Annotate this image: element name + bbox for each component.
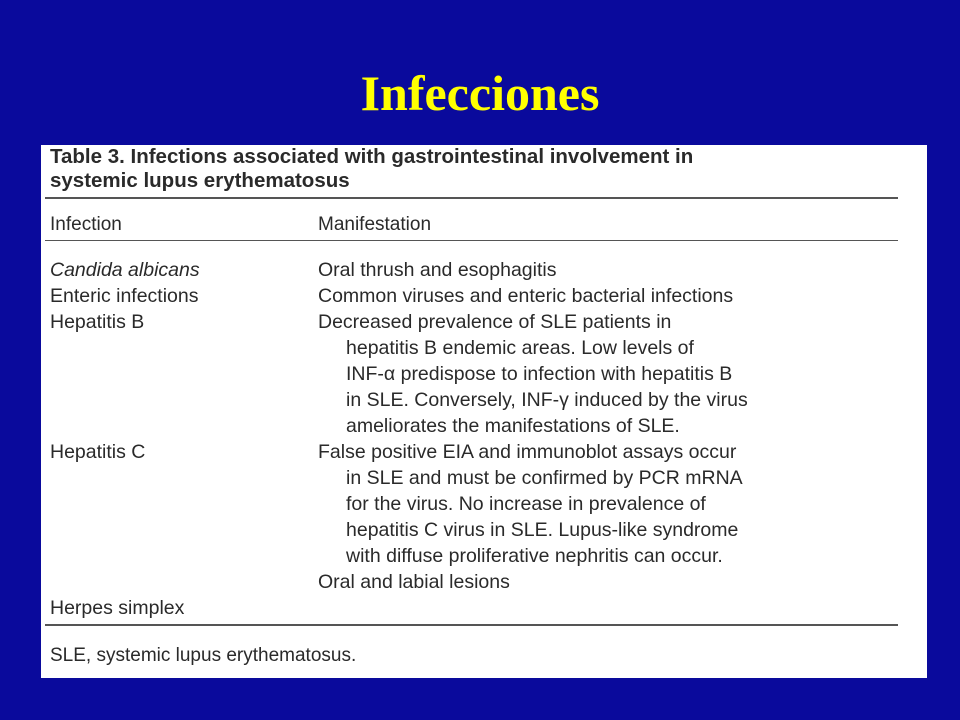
caption-line: Table 3. Infections associated with gastrointestinal involvement in (50, 145, 694, 168)
infection-herpes: Herpes simplex (50, 597, 185, 619)
infection-hepatitis-b: Hepatitis B (50, 311, 145, 333)
table-figure (41, 145, 927, 678)
manifestation-hep-b-line: Decreased prevalence of SLE patients in (318, 311, 672, 333)
manifestation-hep-b-line: ameliorates the manifestations of SLE. (346, 415, 680, 437)
manifestation-hep-c-line: with diffuse proliferative nephritis can occur. (346, 545, 723, 567)
table-caption (50, 145, 910, 193)
infection-hepatitis-c: Hepatitis C (50, 441, 146, 463)
slide-title: Infecciones (360, 65, 600, 121)
top-rule (45, 197, 898, 199)
infection-candida: Candida albicans (50, 259, 200, 281)
manifestation-hep-c-line: hepatitis C virus in SLE. Lupus-like syndrome (346, 519, 739, 541)
manifestation-candida: Oral thrush and esophagitis (318, 259, 557, 281)
header-infection: Infection (50, 214, 122, 235)
table-footnote: SLE, systemic lupus erythematosus. (50, 645, 357, 666)
manifestation-hep-b-line: in SLE. Conversely, INF-γ induced by the virus (346, 389, 748, 411)
manifestation-enteric: Common viruses and enteric bacterial infections (318, 285, 734, 307)
manifestation-hep-c-line: False positive EIA and immunoblot assays occur (318, 441, 737, 463)
manifestation-hep-b-line: INF-α predispose to infection with hepatitis B (346, 363, 733, 385)
bottom-rule (45, 624, 898, 626)
header-rule (45, 240, 898, 241)
caption-line: systemic lupus erythematosus (50, 169, 350, 192)
manifestation-hep-c-line: for the virus. No increase in prevalence of (346, 493, 706, 515)
infection-enteric: Enteric infections (50, 285, 199, 307)
manifestation-hep-c-line: in SLE and must be confirmed by PCR mRNA (346, 467, 743, 489)
manifestation-hep-b-line: hepatitis B endemic areas. Low levels of (346, 337, 694, 359)
manifestation-herpes: Oral and labial lesions (318, 571, 510, 593)
header-manifestation: Manifestation (318, 214, 432, 235)
